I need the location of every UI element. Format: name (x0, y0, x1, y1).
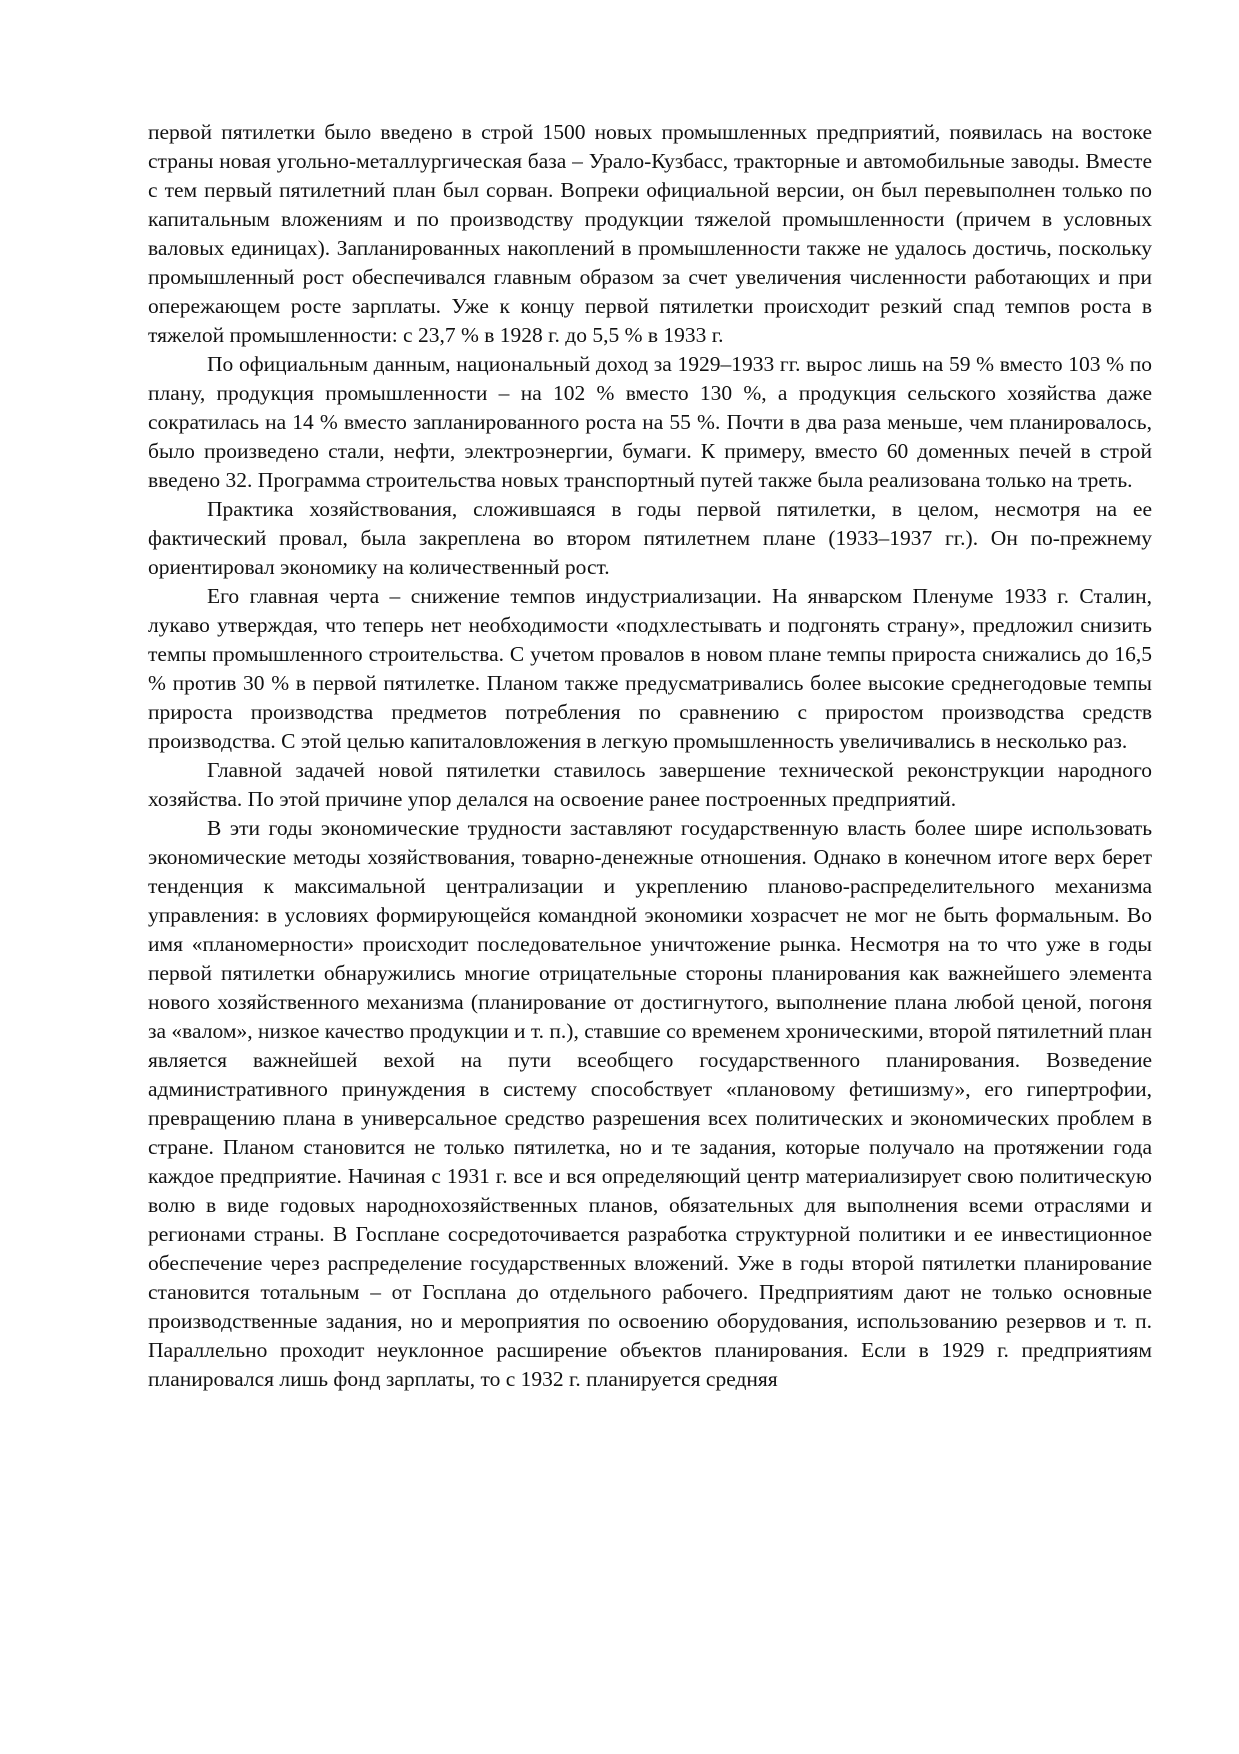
document-page (148, 118, 1152, 1394)
paragraph-5: Главной задачей новой пятилетки ставилось завершение технической реконструкции народного хозяйства. По этой причине упор делался на освоение ранее построенных предприятий. (148, 758, 1152, 811)
paragraph-6: В эти годы экономические трудности заставляют государственную власть более шире использовать экономические методы хозяйствования, товарно-денежные отношения. Однако в конечном итоге верх берет тенденция к максимальной централизации и укреплению планово-распределительного механизма управления: в условиях формирующейся командной экономики хозрасчет не мог не быть формальным. Во имя «планомерности» происходит последовательное уничтожение рынка. Несмотря на то что уже в годы первой пятилетки обнаружились многие отрицательные стороны планирования как важнейшего элемента нового хозяйственного механизма (планирование от достигнутого, выполнение плана любой ценой, погоня за «валом», низкое качество продукции и т. п.), ставшие со временем хроническими, второй пятилетний план является важнейшей вехой на пути всеобщего государственного планирования. Возведение административного принуждения в систему способствует «плановому фетишизму», его гипертрофии, превращению плана в универсальное средство разрешения всех политических и экономических проблем в стране. Планом становится не только пятилетка, но и те задания, которые получало на протяжении года каждое предприятие. Начиная с 1931 г. все и вся определяющий центр материализирует свою политическую волю в виде годовых народнохозяйственных планов, обязательных для выполнения всеми отраслями и регионами страны. В Госплане сосредоточивается разработка структурной политики и ее инвестиционное обеспечение через распределение государственных вложений. Уже в годы второй пятилетки планирование становится тотальным – от Госплана до отдельного рабочего. Предприятиям дают не только основные производственные задания, но и мероприятия по освоению оборудования, использованию резервов и т. п. Параллельно проходит неуклонное расширение объектов планирования. Если в 1929 г. предприятиям планировался лишь фонд зарплаты, то с 1932 г. планируется средняя (148, 816, 1152, 1391)
paragraph-2: По официальным данным, национальный доход за 1929–1933 гг. вырос лишь на 59 % вместо 103 % по плану, продукция промышленности – на 102 % вместо 130 %, а продукция сельского хозяйства даже сократилась на 14 % вместо запланированного роста на 55 %. Почти в два раза меньше, чем планировалось, было произведено стали, нефти, электроэнергии, бумаги. К примеру, вместо 60 доменных печей в строй введено 32. Программа строительства новых транспортный путей также была реализована только на треть. (148, 352, 1152, 492)
paragraph-1: первой пятилетки было введено в строй 1500 новых промышленных предприятий, появилась на востоке страны новая угольно-металлургическая база – Урало-Кузбасс, тракторные и автомобильные заводы. Вместе с тем первый пятилетний план был сорван. Вопреки официальной версии, он был перевыполнен только по капитальным вложениям и по производству продукции тяжелой промышленности (причем в условных валовых единицах). Запланированных накоплений в промышленности также не удалось достичь, поскольку промышленный рост обеспечивался главным образом за счет увеличения численности работающих и при опережающем росте зарплаты. Уже к концу первой пятилетки происходит резкий спад темпов роста в тяжелой промышленности: с 23,7 % в 1928 г. до 5,5 % в 1933 г. (148, 120, 1152, 347)
paragraph-4: Его главная черта – снижение темпов индустриализации. На январском Пленуме 1933 г. Сталин, лукаво утверждая, что теперь нет необходимости «подхлестывать и подгонять страну», предложил снизить темпы промышленного строительства. С учетом провалов в новом плане темпы прироста снижались до 16,5 % против 30 % в первой пятилетке. Планом также предусматривались более высокие среднегодовые темпы прироста производства предметов потребления по сравнению с приростом производства средств производства. С этой целью капиталовложения в легкую промышленность увеличивались в несколько раз. (148, 584, 1152, 753)
paragraph-3: Практика хозяйствования, сложившаяся в годы первой пятилетки, в целом, несмотря на ее фактический провал, была закреплена во втором пятилетнем плане (1933–1937 гг.). Он по-прежнему ориентировал экономику на количественный рост. (148, 497, 1152, 579)
